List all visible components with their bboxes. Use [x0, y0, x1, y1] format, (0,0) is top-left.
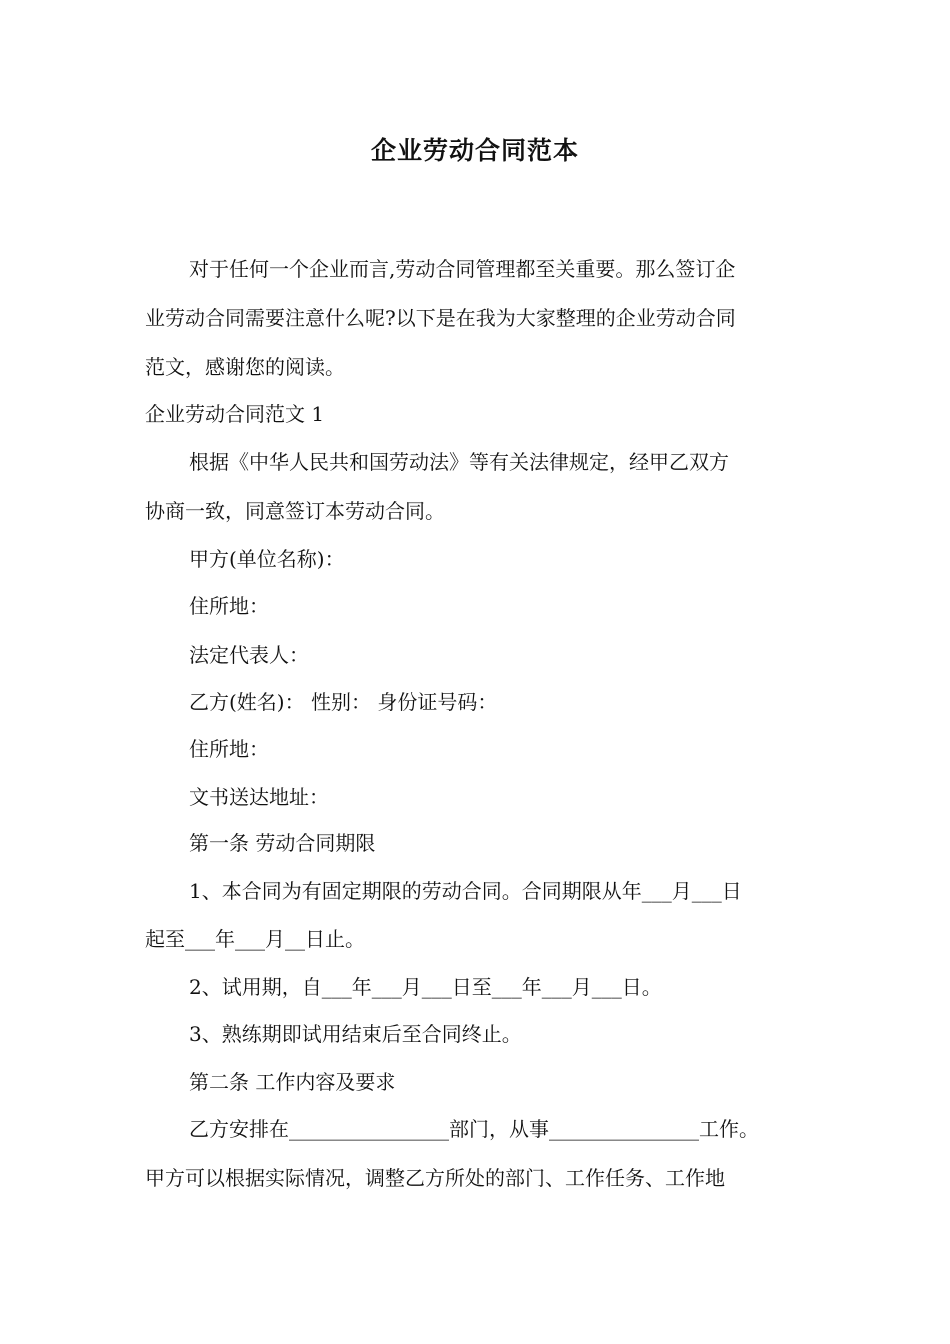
- field-line: 文书送达地址：: [189, 785, 329, 809]
- field-line: 住所地：: [189, 594, 269, 618]
- paragraph-line: 乙方安排在________________部门，从事_______________工作。: [189, 1117, 759, 1141]
- paragraph-line: 1、本合同为有固定期限的劳动合同。合同期限从年___月___日: [189, 879, 742, 903]
- paragraph-line: 协商一致，同意签订本劳动合同。: [145, 499, 445, 523]
- paragraph-line: 业劳动合同需要注意什么呢?以下是在我为大家整理的企业劳动合同: [145, 306, 736, 330]
- paragraph-line: 3、熟练期即试用结束后至合同终止。: [189, 1022, 522, 1046]
- field-line: 甲方(单位名称)：: [189, 547, 345, 571]
- field-line: 乙方(姓名)： 性别： 身份证号码：: [189, 690, 498, 714]
- section-heading: 企业劳动合同范文 1: [145, 402, 325, 426]
- document-title: 企业劳动合同范本: [370, 136, 579, 165]
- field-line: 住所地：: [189, 737, 269, 761]
- paragraph-line: 甲方可以根据实际情况，调整乙方所处的部门、工作任务、工作地: [145, 1166, 725, 1190]
- article-heading: 第二条 工作内容及要求: [189, 1070, 396, 1094]
- field-line: 法定代表人：: [189, 643, 309, 667]
- paragraph-line: 根据《中华人民共和国劳动法》等有关法律规定，经甲乙双方: [189, 450, 729, 474]
- article-heading: 第一条 劳动合同期限: [189, 831, 376, 855]
- paragraph-line: 对于任何一个企业而言,劳动合同管理都至关重要。那么签订企: [189, 257, 736, 281]
- paragraph-line: 2、试用期，自___年___月___日至___年___月___日。: [189, 975, 662, 999]
- paragraph-line: 范文，感谢您的阅读。: [145, 355, 345, 379]
- paragraph-line: 起至___年___月__日止。: [145, 927, 365, 951]
